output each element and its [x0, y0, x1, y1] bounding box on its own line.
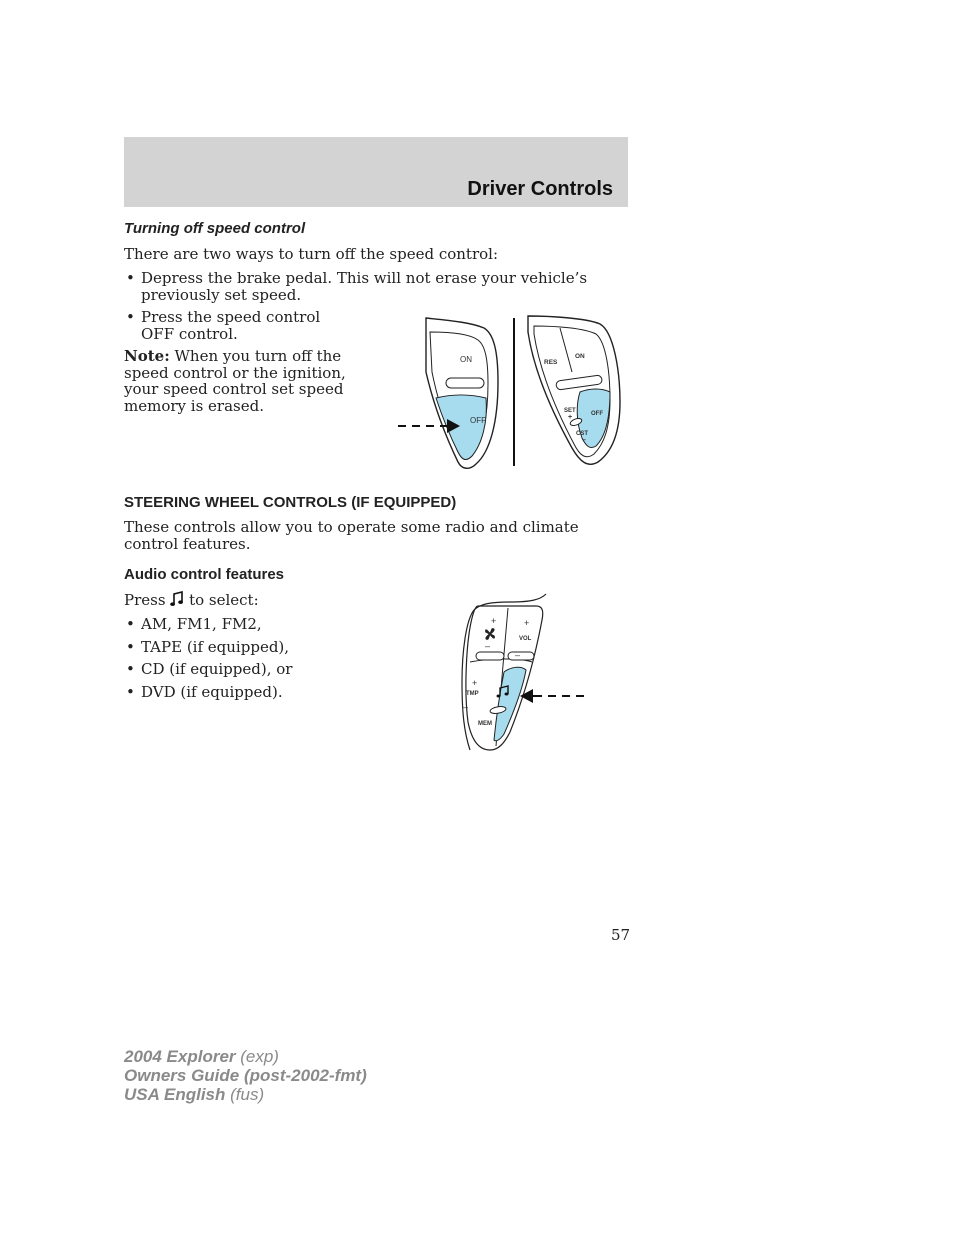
left-off-label: OFF	[470, 416, 486, 425]
audio-source-item: • TAPE (if equipped),	[124, 639, 384, 656]
footer-guide: Owners Guide (post-2002-fmt)	[124, 1066, 367, 1085]
speed-control-bullets	[124, 270, 624, 303]
heading-audio-control-features: Audio control features	[124, 566, 285, 583]
heading-steering-wheel-controls: STEERING WHEEL CONTROLS (IF EQUIPPED)	[124, 494, 457, 511]
audio-source-item: • CD (if equipped), or	[124, 661, 384, 678]
vol-label: VOL	[519, 636, 532, 642]
bullet-brake-pedal: • Depress the brake pedal. This will not erase your vehicle’s previously set speed.	[124, 270, 624, 303]
press-after-text: to select:	[184, 591, 259, 609]
footer-language: USA English	[124, 1085, 226, 1104]
speed-control-intro: There are two ways to turn off the speed control:	[124, 245, 499, 263]
left-divider-bar	[446, 378, 484, 388]
press-before-text: Press	[124, 591, 171, 609]
note-paragraph	[124, 348, 374, 414]
audio-source-item: • AM, FM1, FM2,	[124, 616, 384, 633]
tmp-plus-label: +	[472, 678, 478, 688]
right-cst-label: CST	[576, 431, 588, 437]
music-button-highlight	[494, 667, 526, 741]
page-number: 57	[611, 926, 631, 944]
right-on-label: ON	[575, 353, 585, 360]
document-footer	[124, 1047, 367, 1104]
bullet-off-control: • Press the speed control OFF control.	[124, 309, 349, 342]
vol-minus-label: –	[515, 650, 521, 660]
steering-controls-intro: These controls allow you to operate some radio and climate control features.	[124, 518, 579, 553]
press-instruction	[124, 591, 259, 609]
footer-model-code: (exp)	[235, 1047, 279, 1066]
note-text: When you turn off the speed control or the ignition, your speed control set speed memory is erased.	[124, 347, 346, 415]
tmp-label: TMP	[466, 691, 479, 697]
speed-control-bullets-2	[124, 309, 349, 342]
note-label: Note:	[124, 347, 170, 365]
audio-source-item: • DVD (if equipped).	[124, 684, 384, 701]
right-res-label: RES	[544, 359, 558, 366]
vol-plus-label: +	[524, 618, 530, 628]
right-plus-label: +	[568, 414, 573, 421]
right-off-label: OFF	[591, 411, 603, 417]
heading-turning-off-speed-control: Turning off speed control	[124, 220, 306, 237]
fan-icon	[486, 629, 495, 640]
right-set-label: SET	[564, 408, 576, 414]
speed-control-illustration	[390, 312, 630, 472]
right-minus-label: –	[582, 437, 586, 444]
left-on-label: ON	[460, 355, 472, 364]
footer-model: 2004 Explorer	[124, 1047, 236, 1066]
fan-minus-label: –	[485, 641, 491, 651]
music-note-icon	[170, 591, 184, 607]
audio-controls-illustration	[450, 592, 590, 756]
fan-plus-label: +	[491, 616, 497, 626]
audio-source-list	[124, 616, 384, 700]
tmp-minus-label: –	[463, 702, 469, 712]
section-title: Driver Controls	[467, 178, 613, 200]
header-band	[124, 137, 628, 207]
footer-language-code: (fus)	[225, 1085, 265, 1104]
mem-label: MEM	[478, 721, 492, 727]
